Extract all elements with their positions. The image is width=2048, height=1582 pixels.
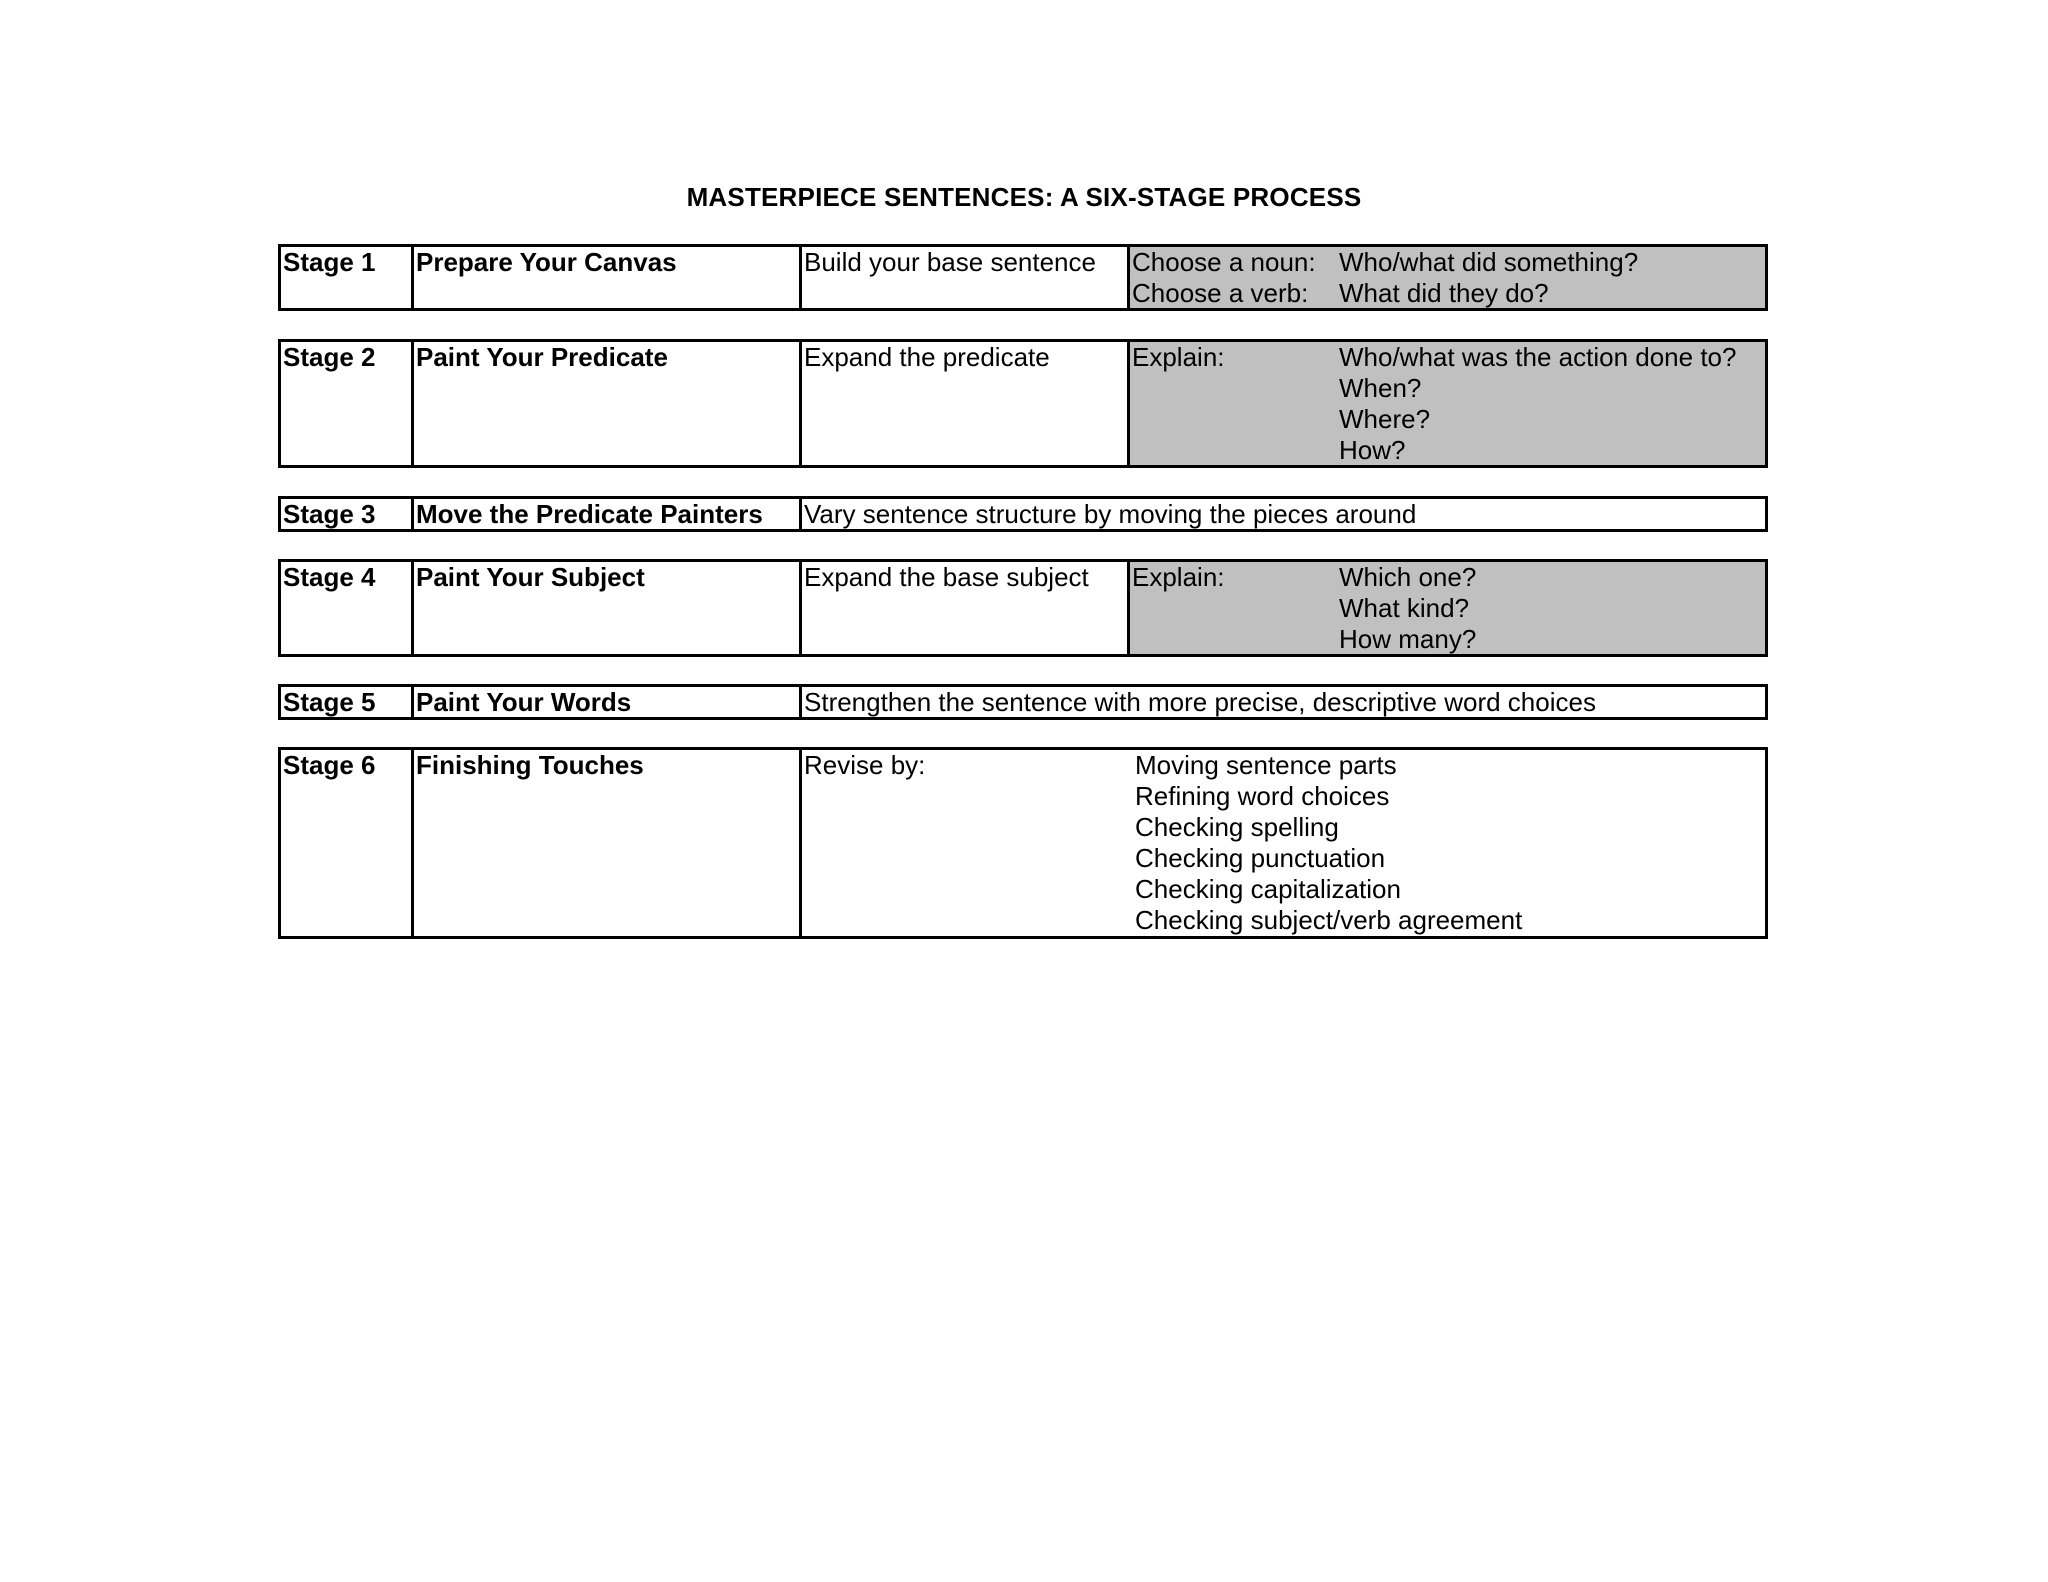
detail-item: What kind? bbox=[1339, 593, 1470, 623]
stage-4-row bbox=[278, 559, 1768, 657]
stage-name: Move the Predicate Painters bbox=[411, 499, 799, 529]
stage-number: Stage 2 bbox=[283, 342, 376, 372]
stage-3-row bbox=[278, 496, 1768, 532]
stage-number: Stage 5 bbox=[283, 687, 376, 717]
detail-item: Which one? bbox=[1339, 562, 1477, 592]
detail-item: Who/what was the action done to? bbox=[1339, 342, 1737, 372]
stage-6-row bbox=[278, 747, 1768, 939]
detail-item: Refining word choices bbox=[1135, 781, 1390, 811]
stage-name: Paint Your Words bbox=[411, 687, 799, 717]
detail-item: Checking subject/verb agreement bbox=[1135, 905, 1523, 935]
stage-description: Revise by: bbox=[804, 750, 926, 780]
detail-label: Choose a noun: bbox=[1132, 247, 1316, 277]
detail-items bbox=[1135, 750, 1522, 936]
detail-row bbox=[1132, 247, 1765, 278]
stage-number: Stage 1 bbox=[283, 247, 376, 277]
detail-row bbox=[804, 750, 1765, 936]
stage-number: Stage 3 bbox=[283, 499, 376, 529]
stage-detail bbox=[1127, 562, 1765, 654]
stage-revise-cell bbox=[799, 750, 1765, 936]
detail-label: Choose a verb: bbox=[1132, 278, 1309, 308]
detail-item: Where? bbox=[1339, 404, 1431, 434]
detail-item: When? bbox=[1339, 373, 1422, 403]
detail-item: How? bbox=[1339, 435, 1406, 465]
detail-item: Moving sentence parts bbox=[1135, 750, 1397, 780]
stage-5-row bbox=[278, 684, 1768, 720]
detail-items bbox=[1339, 562, 1476, 654]
stage-description: Build your base sentence bbox=[799, 247, 1127, 308]
detail-label: Explain: bbox=[1132, 562, 1225, 592]
detail-item: Checking capitalization bbox=[1135, 874, 1401, 904]
stage-1-row bbox=[278, 244, 1768, 311]
stage-description: Strengthen the sentence with more precise, descriptive word choices bbox=[799, 687, 1765, 717]
detail-item: Checking punctuation bbox=[1135, 843, 1386, 873]
detail-text: Who/what did something? bbox=[1339, 247, 1639, 277]
detail-row bbox=[1132, 342, 1765, 465]
detail-items bbox=[1339, 342, 1736, 465]
detail-text: What did they do? bbox=[1339, 278, 1549, 308]
stage-name: Finishing Touches bbox=[411, 750, 799, 936]
stage-detail bbox=[1127, 247, 1765, 308]
detail-row bbox=[1132, 278, 1765, 308]
stage-description: Expand the base subject bbox=[799, 562, 1127, 654]
detail-label: Explain: bbox=[1132, 342, 1225, 372]
detail-row bbox=[1132, 562, 1765, 654]
page-title: MASTERPIECE SENTENCES: A SIX-STAGE PROCESS bbox=[686, 182, 1362, 212]
stage-detail bbox=[1127, 342, 1765, 465]
stage-description: Vary sentence structure by moving the pieces around bbox=[799, 499, 1765, 529]
stage-name: Paint Your Predicate bbox=[411, 342, 799, 465]
stage-2-row bbox=[278, 339, 1768, 468]
stage-number: Stage 4 bbox=[283, 562, 376, 592]
stage-name: Prepare Your Canvas bbox=[411, 247, 799, 308]
detail-item: Checking spelling bbox=[1135, 812, 1339, 842]
stage-number: Stage 6 bbox=[283, 750, 376, 780]
detail-item: How many? bbox=[1339, 624, 1477, 654]
stage-name: Paint Your Subject bbox=[411, 562, 799, 654]
stage-description: Expand the predicate bbox=[799, 342, 1127, 465]
